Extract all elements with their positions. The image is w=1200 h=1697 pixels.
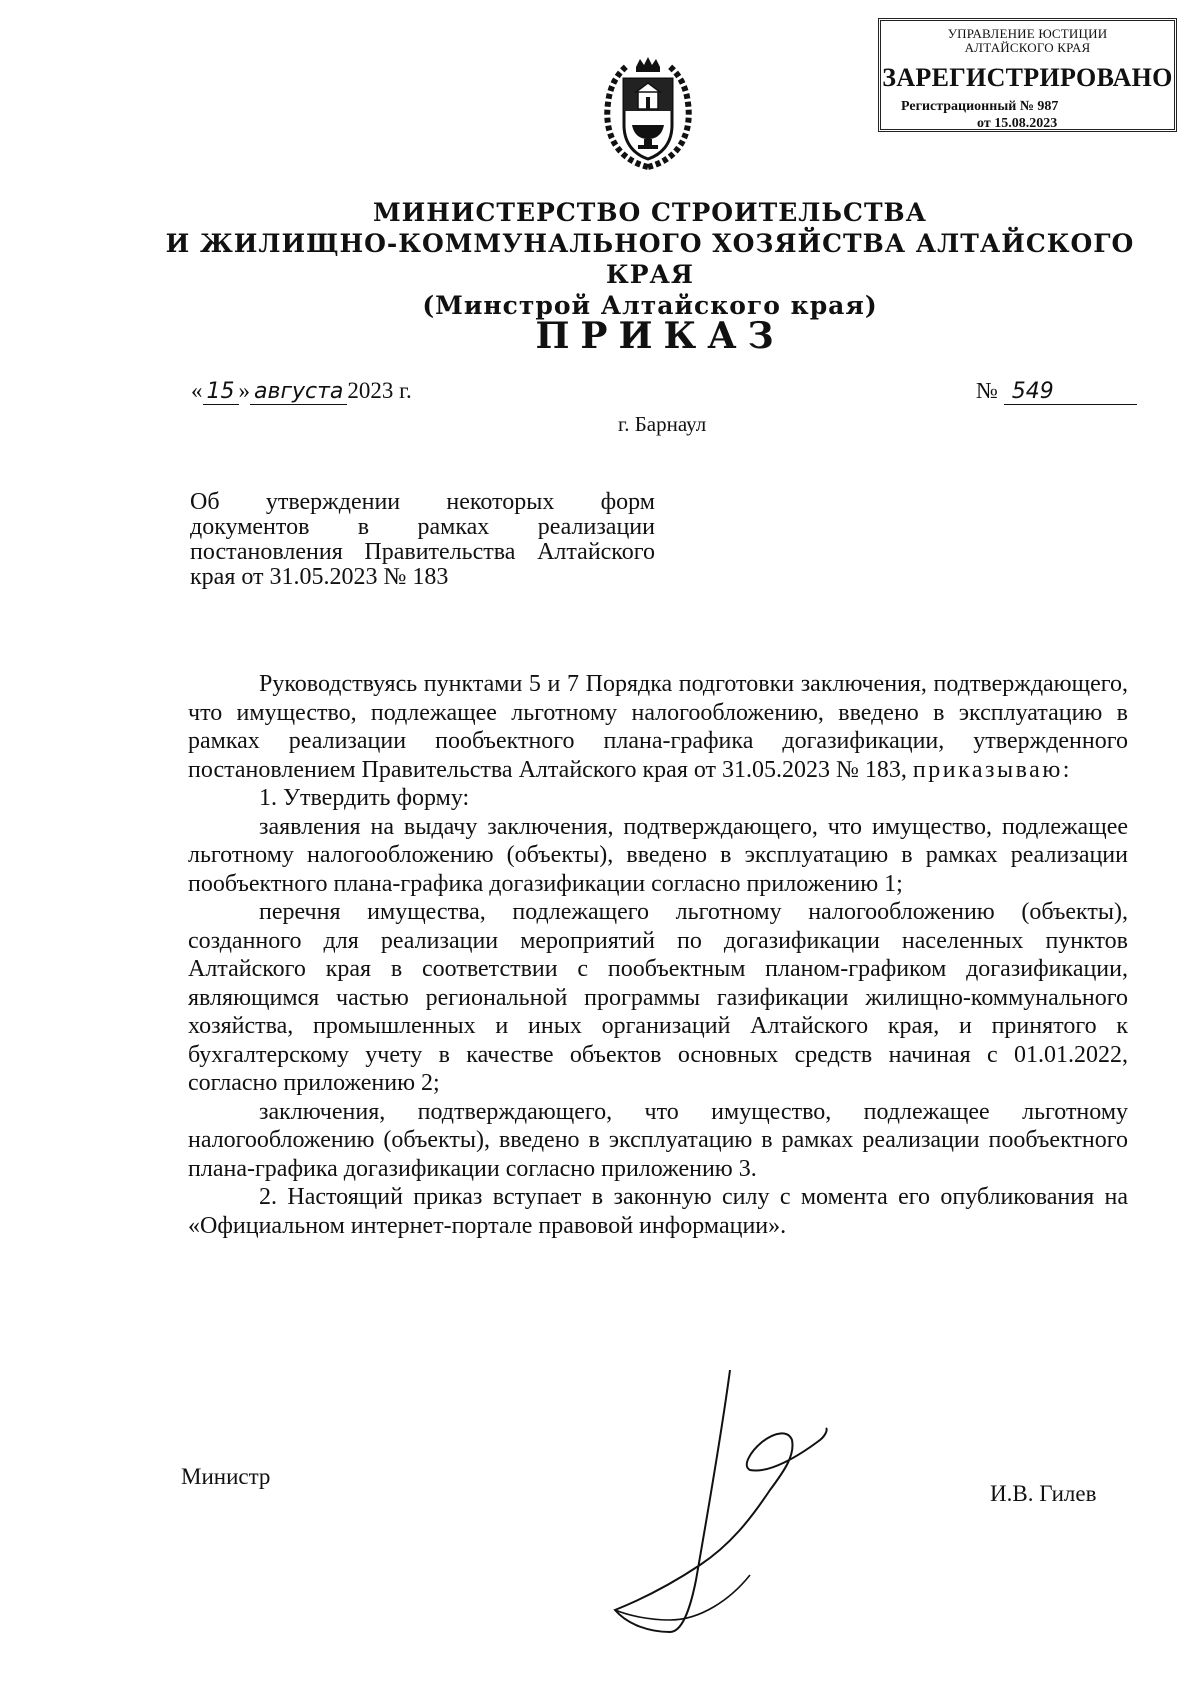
date-open-quote: « xyxy=(191,378,203,403)
ministry-name-line2: И ЖИЛИЩНО-КОММУНАЛЬНОГО ХОЗЯЙСТВА АЛТАЙСКОГО КРАЯ xyxy=(165,229,1135,289)
date-month: августа xyxy=(250,380,347,405)
item-1: 1. Утвердить форму: xyxy=(259,785,470,811)
order-number xyxy=(976,378,1137,405)
registration-stamp xyxy=(878,18,1177,132)
stamp-reg-date: от 15.08.2023 xyxy=(977,116,1058,131)
ministry-short-name: (Минстрой Алтайского края) xyxy=(422,291,878,320)
date-day: 15 xyxy=(203,380,239,405)
stamp-org-line2: АЛТАЙСКОГО КРАЯ xyxy=(964,40,1091,55)
stamp-org-line1: УПРАВЛЕНИЕ ЮСТИЦИИ xyxy=(947,26,1108,41)
signer-name: И.В. Гилев xyxy=(990,1481,1097,1506)
document-type-title: ПРИКАЗ xyxy=(535,315,785,357)
order-body xyxy=(188,670,1128,1240)
number-sign: № xyxy=(976,378,998,403)
ministry-name-line1: МИНИСТЕРСТВО СТРОИТЕЛЬСТВА xyxy=(372,198,928,227)
altai-krai-coat-of-arms-icon xyxy=(602,55,694,175)
date-year: 2023 г. xyxy=(347,378,412,403)
order-date xyxy=(191,378,412,405)
handwritten-signature xyxy=(610,1370,910,1640)
ministry-header xyxy=(150,197,1150,321)
number-value: 549 xyxy=(1004,380,1137,405)
item-1-b: перечня имущества, подлежащего льготному налогообложению (объекты), созданного для реализации мероприятий по догазификации населенных пунктов Алтайского края в соответствии с пообъектным планом-графиком догазификации, являющимся частью региональной программы газификации жилищно-коммунального хозяйства, промышленных и иных организаций Алтайского края, и принятого к бухгалтерскому учету в качестве объектов основных средств начиная с 01.01.2022, согласно приложению 2; xyxy=(188,899,1128,1096)
date-close-quote: » xyxy=(238,378,250,403)
stamp-organization xyxy=(881,27,1174,55)
item-1-c: заключения, подтверждающего, что имущество, подлежащее льготному налогообложению (объекты), введено в эксплуатацию в рамках реализации пообъектного плана-графика догазификации согласно приложению 3. xyxy=(188,1098,1128,1182)
item-1-a: заявления на выдачу заключения, подтверждающего, что имущество, подлежащее льготному налогообложению (объекты), введено в эксплуатацию в рамках реализации пообъектного плана-графика догазификации согласно приложению 1; xyxy=(188,813,1128,897)
preamble-text: Руководствуясь пунктами 5 и 7 Порядка подготовки заключения, подтверждающего, что имущество, подлежащее льготному налогообложению, введено в эксплуатацию в рамках реализации пообъектного плана-графика догазификации, утвержденного постановлением Правительства Алтайского края от 31.05.2023 № 183, xyxy=(188,671,1128,783)
preamble-paragraph xyxy=(188,670,1128,784)
item-2: 2. Настоящий приказ вступает в законную силу с момента его опубликования на «Официальном интернет-портале правовой информации». xyxy=(188,1184,1128,1239)
stamp-status: ЗАРЕГИСТРИРОВАНО xyxy=(882,63,1173,92)
signer-position: Министр xyxy=(181,1464,271,1489)
order-subject: Об утверждении некоторых форм документов в рамках реализации постановления Правительства Алтайского края от 31.05.2023 № 183 xyxy=(190,489,655,590)
order-word: приказываю: xyxy=(912,756,1072,783)
city: г. Барнаул xyxy=(618,412,707,436)
stamp-reg-number: Регистрационный № 987 xyxy=(901,99,1059,114)
